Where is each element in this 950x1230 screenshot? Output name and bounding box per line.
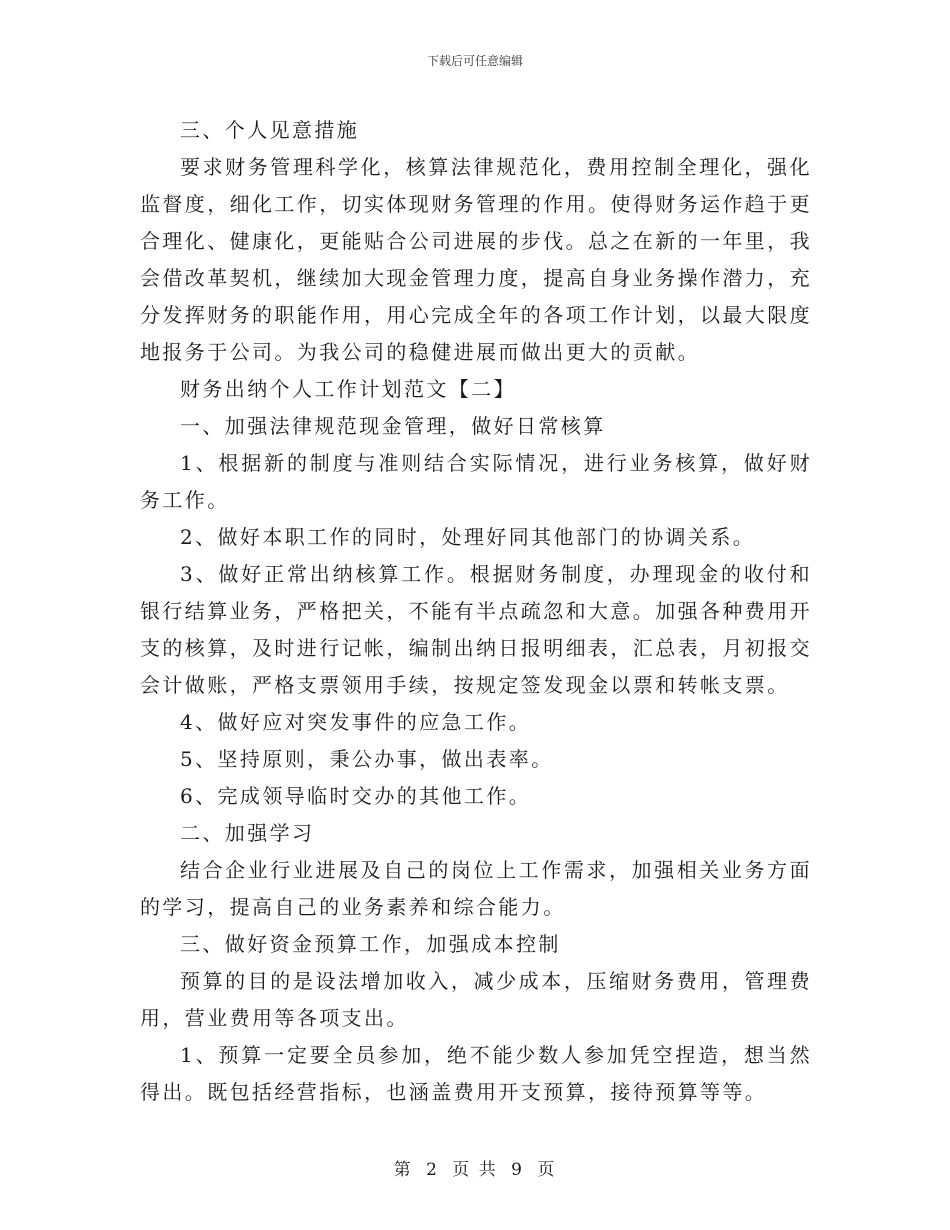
document-title-two: 财务出纳个人工作计划范文【二】	[180, 377, 516, 401]
list-item: 2、做好本职工作的同时，处理好同其他部门的协调关系。	[180, 525, 756, 549]
paragraph-measures: 要求财务管理科学化，核算法律规范化，费用控制全理化，强化监督度，细化工作，切实体现财务管理的作用。使得财务运作趋于更合理化、健康化，更能贴合公司进展的步伐。总之在新的一年里，我会借改革契机，继续加大现金管理力度，提高自身业务操作潜力，充分发挥财务的职能作用，用心完成全年的各项工作计划，以最大限度地报务于公司。为我公司的稳健进展而做出更大的贡献。	[140, 155, 812, 364]
list-item: 1、预算一定要全员参加，绝不能少数人参加凭空捏造，想当然得出。既包括经营指标，也涵盖费用开支预算，接待预算等等。	[140, 1043, 812, 1104]
footer-middle: 页 共	[452, 1160, 498, 1180]
list-item: 4、做好应对突发事件的应急工作。	[180, 710, 532, 734]
total-pages-number: 9	[511, 1160, 524, 1180]
footer-prefix: 第	[393, 1160, 413, 1180]
section-heading-learning: 二、加强学习	[180, 821, 315, 845]
list-item: 3、做好正常出纳核算工作。根据财务制度，办理现金的收付和银行结算业务，严格把关，不能有半点疏忽和大意。加强各种费用开支的核算，及时进行记帐，编制出纳日报明细表，汇总表，月初报交会计做账，严格支票领用手续，按规定签发现金以票和转帐支票。	[140, 562, 812, 697]
current-page-number: 2	[426, 1160, 439, 1180]
page-footer	[0, 1155, 950, 1180]
list-item: 5、坚持原则，秉公办事，做出表率。	[180, 747, 554, 771]
footer-suffix: 页	[537, 1160, 557, 1180]
list-item: 6、完成领导临时交办的其他工作。	[180, 784, 532, 808]
header-text: 下载后可任意编辑	[426, 54, 523, 68]
section-heading-cash-management: 一、加强法律规范现金管理，做好日常核算	[180, 414, 606, 438]
list-item: 1、根据新的制度与准则结合实际情况，进行业务核算，做好财务工作。	[140, 451, 812, 512]
document-body	[140, 112, 812, 1111]
section-heading-measures: 三、个人见意措施	[180, 118, 360, 142]
paragraph-budget: 预算的目的是设法增加收入，减少成本，压缩财务费用，管理费用，营业费用等各项支出。	[140, 969, 812, 1030]
paragraph-learning: 结合企业行业进展及自己的岗位上工作需求，加强相关业务方面的学习，提高自己的业务素养和综合能力。	[140, 858, 812, 919]
section-heading-budget: 三、做好资金预算工作，加强成本控制	[180, 932, 561, 956]
page-header	[0, 52, 950, 69]
